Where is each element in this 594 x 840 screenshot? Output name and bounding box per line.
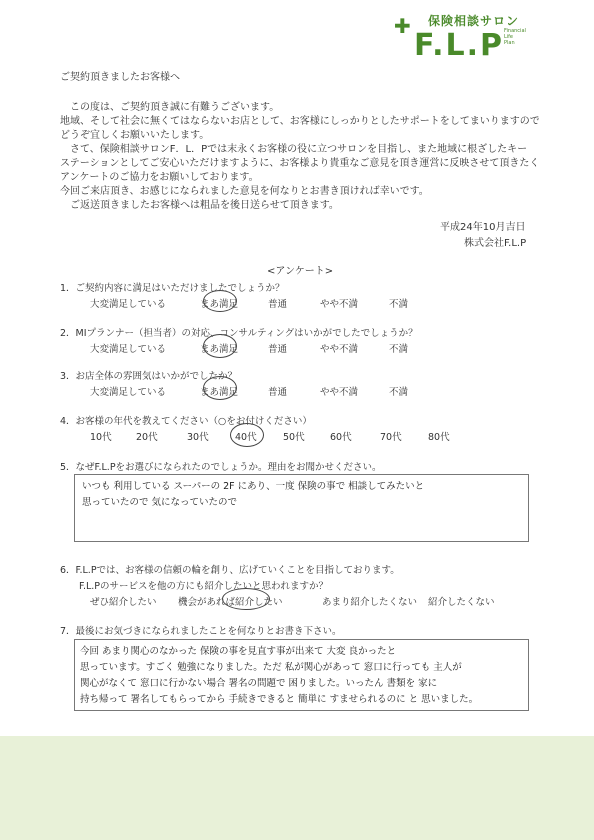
q2-option-5[interactable]: 不満 [389,344,409,355]
q4-option-4[interactable]: 40代 [235,432,257,443]
logo-sub-text: Financial Life Plan [504,28,526,46]
intro-line-5: ステーションとしてご安心いただけますように、お客様より貴重なご意見を頂き運営に反映させて頂きたく [60,158,540,169]
q1-option-1[interactable]: 大変満足している [90,299,167,310]
intro-line-8: ご返送頂きましたお客様へは粗品を後日送らせて頂きます。 [70,200,339,211]
q7-answer-line-3: 関心がなくて 窓口に行かない場合 署名の問題で 困りました。いったん 書類を 家に [80,678,438,689]
question-7: 7．最後にお気づきになられましたことを何なりとお書き下さい。 [60,626,342,637]
question-3: 3．お店全体の雰囲気はいかがでしたか？ [60,371,238,382]
question-1: 1．ご契約内容に満足はいただけましたでしょうか？ [60,283,285,294]
q2-option-4[interactable]: やや不満 [320,344,359,355]
company-name: 株式会社F.L.P [464,238,527,249]
q1-option-3[interactable]: 普通 [268,299,288,310]
q5-answer-line-2: 思っていたので 気になっていたので [82,497,238,508]
q5-answer-line-1: いつも 利用している スーパーの 2F にあり、一度 保険の事で 相談してみたいと [82,481,425,492]
q2-option-1[interactable]: 大変満足している [90,344,167,355]
intro-line-3: どうぞ宜しくお願いいたします。 [60,130,210,141]
q7-answer-line-4: 持ち帰って 署名してもらってから 手続きできると 簡単に すませられるのに と 思いました。 [80,694,479,705]
q7-answer-line-2: 思っています。すごく 勉強になりました。ただ 私が関心があって 窓口に行っても 主人が [80,662,462,673]
logo-brand-text: F.L.P [414,28,504,63]
q6-selected-mark [222,588,270,610]
q4-option-3[interactable]: 30代 [187,432,209,443]
q1-option-2[interactable]: まあ満足 [200,299,239,310]
q6-option-1[interactable]: ぜひ紹介したい [90,597,157,608]
q4-option-5[interactable]: 50代 [283,432,305,443]
q3-option-4[interactable]: やや不満 [320,387,359,398]
q3-option-5[interactable]: 不満 [389,387,409,398]
footer-band [0,736,594,840]
question-4: 4．お客様の年代を教えてください（○をお付けください） [60,416,312,427]
q3-option-1[interactable]: 大変満足している [90,387,167,398]
cross-icon: ✚ [394,14,411,38]
q1-selected-mark [203,290,237,312]
survey-title: <アンケート> [267,266,334,277]
question-2: 2．MIプランナー（担当者）の対応、コンサルティングはいかがでしたでしょうか？ [60,328,418,339]
question-6-line-2: F.L.Pのサービスを他の方にも紹介したいと思われますか？ [79,581,328,592]
q7-answer-line-1: 今回 あまり関心のなかった 保険の事を見直す事が出来て 大変 良かったと [80,646,397,657]
intro-line-6: アンケートのご協力をお願いしております。 [60,172,259,183]
question-6-line-1: 6．F.L.Pでは、お客様の信頼の輪を創り、広げていくことを目指しております。 [60,565,400,576]
intro-line-1: この度は、ご契約頂き誠に有難うございます。 [70,102,280,113]
intro-line-2: 地域、そして社会に無くてはならないお店として、お客様にしっかりとしたサポートをしてまいりますので [60,116,540,127]
q3-selected-mark [203,376,237,400]
q6-option-2[interactable]: 機会があれば紹介したい [178,597,283,608]
logo-salon-text: 保険相談サロン [428,14,520,28]
q2-option-3[interactable]: 普通 [268,344,288,355]
q4-option-8[interactable]: 80代 [428,432,450,443]
greeting: ご契約頂きましたお客様へ [60,72,180,83]
date: 平成24年10月吉日 [440,222,526,233]
q1-option-5[interactable]: 不満 [389,299,409,310]
q4-option-6[interactable]: 60代 [330,432,352,443]
q3-option-3[interactable]: 普通 [268,387,288,398]
q4-option-2[interactable]: 20代 [136,432,158,443]
q4-option-1[interactable]: 10代 [90,432,112,443]
q4-option-7[interactable]: 70代 [380,432,402,443]
q3-option-2[interactable]: まあ満足 [200,387,239,398]
q2-selected-mark [203,334,237,358]
q4-selected-mark [230,423,264,447]
intro-line-7: 今回ご来店頂き、お感じになられました意見を何なりとお書き頂ければ幸いです。 [60,186,429,197]
q1-option-4[interactable]: やや不満 [320,299,359,310]
q2-option-2[interactable]: まあ満足 [200,344,239,355]
q6-option-3[interactable]: あまり紹介したくない [322,597,418,608]
question-5: 5．なぜF.L.Pをお選びになられたのでしょうか。理由をお聞かせください。 [60,462,382,473]
intro-line-4: さて、保険相談サロンF．L．Pでは末永くお客様の役に立つサロンを目指し、また地域に根ざしたキー [70,144,528,155]
q6-option-4[interactable]: 紹介したくない [428,597,495,608]
flp-logo [392,12,552,68]
